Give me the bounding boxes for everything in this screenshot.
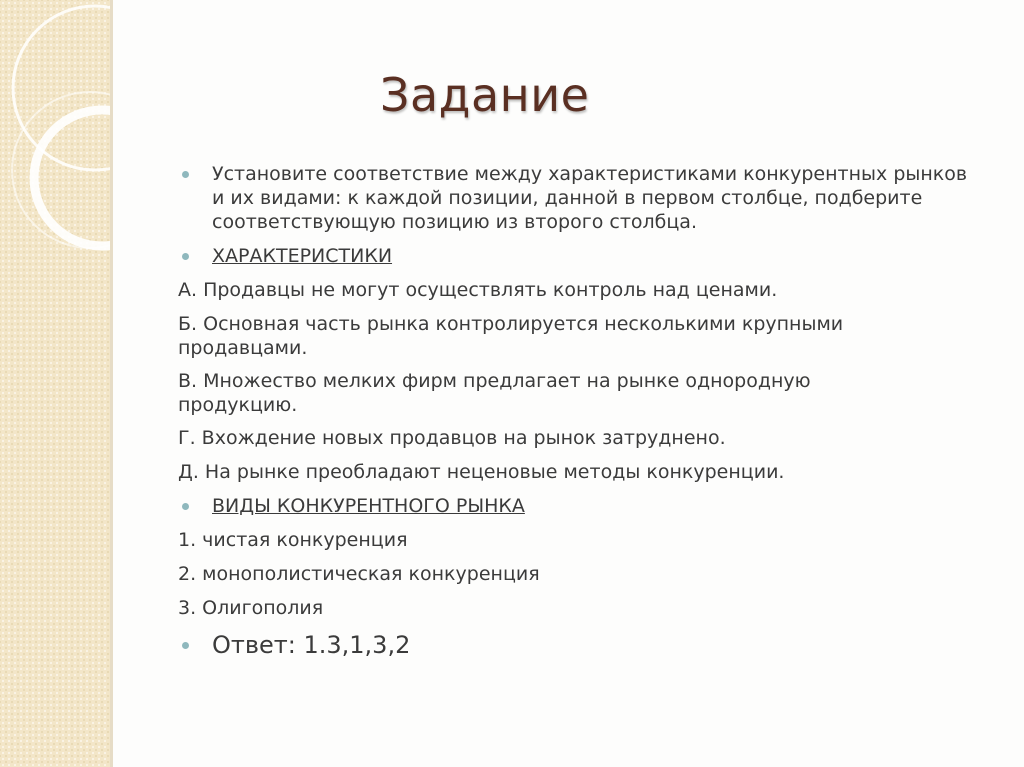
type-item: 2. монополистическая конкуренция: [178, 563, 540, 585]
characteristic-item: Г. Вхождение новых продавцов на рынок затруднено.: [178, 427, 726, 449]
decorative-circles: [0, 0, 110, 767]
bullet-icon: [182, 253, 189, 260]
decorative-side-band: [0, 0, 110, 767]
characteristic-item: Д. На рынке преобладают неценовые методы конкуренции.: [178, 461, 785, 483]
bullet-icon: [182, 642, 189, 649]
characteristic-item: В. Множество мелких фирм предлагает на рынке однородную продукцию.: [178, 370, 811, 416]
bullet-icon: [182, 171, 189, 178]
answer-text: Ответ: 1.3,1,3,2: [212, 631, 411, 659]
type-item: 3. Олигополия: [178, 597, 324, 619]
side-band-edge: [110, 0, 113, 767]
characteristic-item: Б. Основная часть рынка контролируется несколькими крупными продавцами.: [178, 313, 844, 359]
characteristics-header: ХАРАКТЕРИСТИКИ: [212, 245, 393, 267]
instruction-text: Установите соответствие между характеристиками конкурентных рынков и их видами: к каждой позиции, данной в первом столбце, подберите соответствующую позицию из второго столбца.: [212, 163, 968, 233]
type-item: 1. чистая конкуренция: [178, 529, 408, 551]
types-header-item: [178, 494, 968, 518]
answer-item: [178, 630, 968, 660]
instruction-item: [178, 162, 968, 234]
characteristic-item: А. Продавцы не могут осуществлять контроль над ценами.: [178, 279, 778, 301]
types-header: ВИДЫ КОНКУРЕНТНОГО РЫНКА: [212, 495, 525, 517]
slide-content: [178, 162, 968, 660]
characteristics-header-item: [178, 244, 968, 268]
bullet-icon: [182, 503, 189, 510]
slide-title: Задание: [380, 68, 590, 122]
